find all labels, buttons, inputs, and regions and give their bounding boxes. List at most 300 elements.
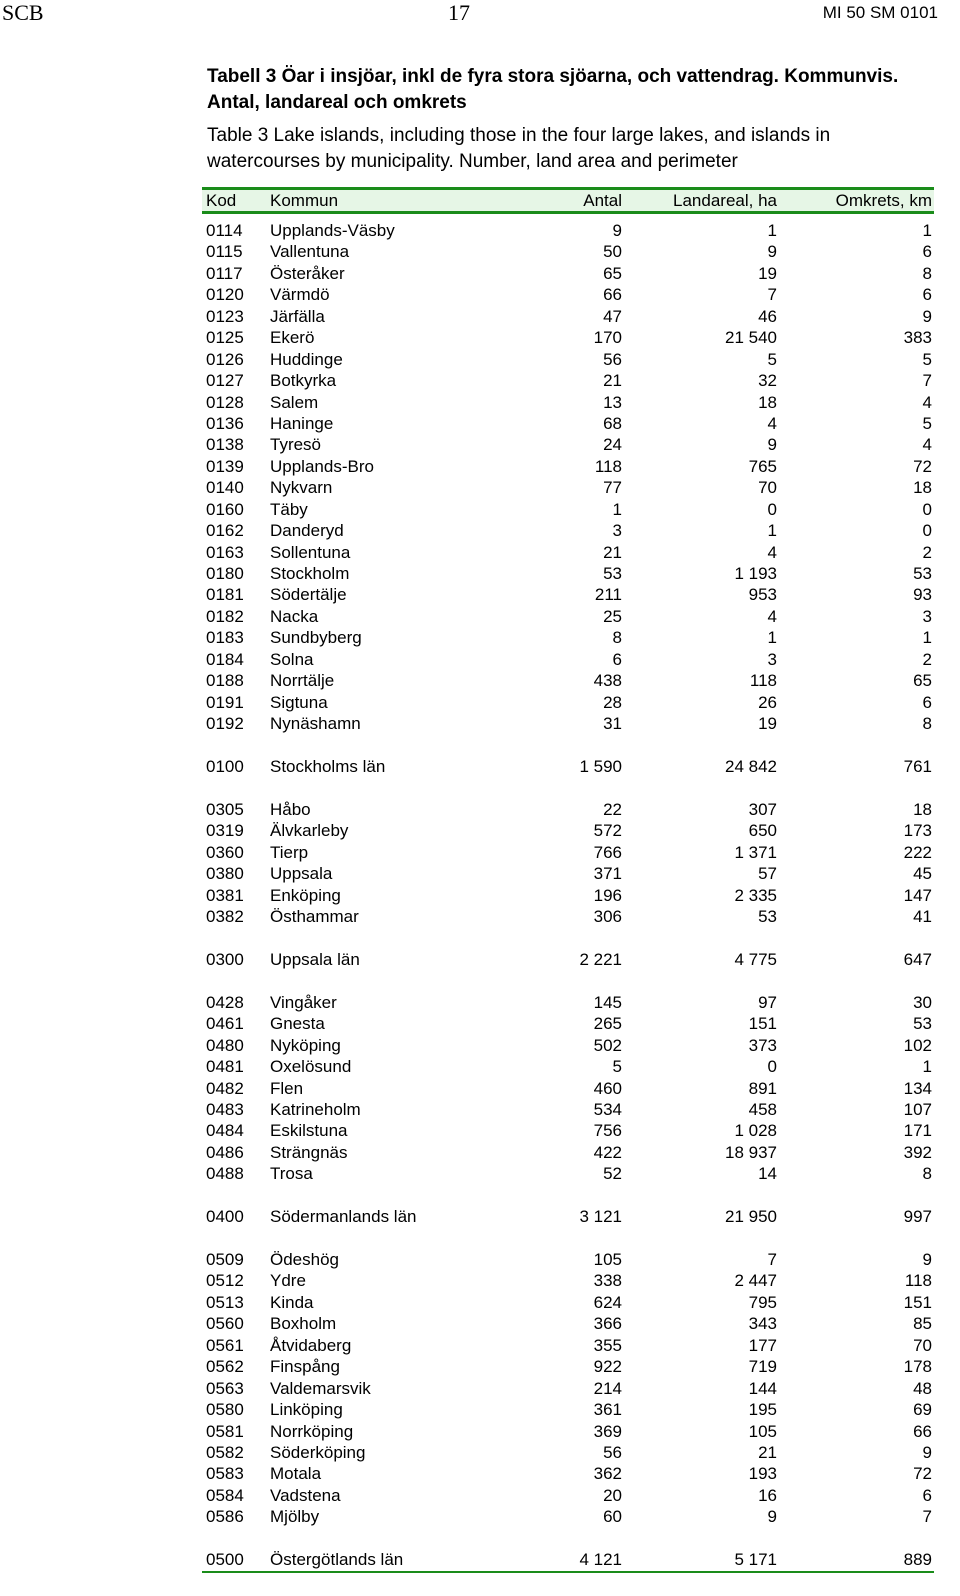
cell-antal: 1 590 bbox=[579, 756, 622, 776]
cell-landareal: 343 bbox=[748, 1314, 777, 1334]
table-row bbox=[202, 563, 934, 584]
row-spacer bbox=[202, 927, 934, 948]
header-antal: Antal bbox=[583, 191, 622, 210]
cell-kod: 0128 bbox=[206, 392, 244, 412]
cell-kommun: Strängnäs bbox=[270, 1142, 348, 1162]
cell-antal: 1 bbox=[612, 499, 622, 519]
cell-antal: 306 bbox=[593, 907, 622, 926]
cell-antal: 50 bbox=[603, 242, 622, 262]
cell-kod: 0509 bbox=[206, 1250, 244, 1269]
cell-kommun: Nyköping bbox=[270, 1035, 341, 1055]
cell-kommun: Järfälla bbox=[270, 306, 325, 326]
cell-kod: 0126 bbox=[206, 349, 244, 369]
cell-kod: 0191 bbox=[206, 692, 244, 712]
cell-omkrets: 173 bbox=[903, 821, 932, 841]
cell-antal: 362 bbox=[593, 1464, 622, 1484]
cell-landareal: 14 bbox=[758, 1164, 777, 1184]
cell-kod: 0181 bbox=[206, 585, 244, 605]
cell-landareal: 24 842 bbox=[725, 756, 777, 776]
cell-landareal: 97 bbox=[758, 992, 777, 1012]
cell-antal: 338 bbox=[593, 1271, 622, 1291]
cell-landareal: 719 bbox=[748, 1357, 777, 1377]
cell-kommun: Flen bbox=[270, 1078, 304, 1098]
cell-landareal: 4 bbox=[767, 606, 777, 626]
cell-landareal: 7 bbox=[767, 285, 777, 305]
cell-omkrets: 102 bbox=[903, 1035, 932, 1055]
cell-kod: 0512 bbox=[206, 1271, 244, 1291]
cell-antal: 460 bbox=[593, 1078, 622, 1098]
cell-omkrets: 72 bbox=[913, 1464, 932, 1484]
cell-kod: 0114 bbox=[206, 221, 243, 240]
table-row bbox=[202, 499, 934, 520]
cell-landareal: 458 bbox=[748, 1099, 777, 1119]
cell-kod: 0125 bbox=[206, 328, 244, 348]
cell-kommun: Nykvarn bbox=[270, 478, 333, 498]
cell-omkrets: 383 bbox=[903, 328, 932, 348]
cell-landareal: 7 bbox=[767, 1250, 777, 1269]
cell-omkrets: 1 bbox=[922, 628, 932, 648]
table-row bbox=[202, 370, 934, 391]
cell-omkrets: 761 bbox=[903, 756, 932, 776]
cell-landareal: 2 335 bbox=[734, 885, 777, 905]
cell-kommun: Åtvidaberg bbox=[270, 1335, 352, 1355]
cell-landareal: 195 bbox=[748, 1400, 777, 1420]
table-row bbox=[202, 756, 934, 777]
cell-kommun: Nynäshamn bbox=[270, 714, 361, 734]
cell-landareal: 5 bbox=[767, 349, 777, 369]
cell-landareal: 795 bbox=[748, 1292, 777, 1312]
cell-kommun: Motala bbox=[270, 1464, 322, 1484]
cell-antal: 371 bbox=[593, 864, 622, 884]
table-header bbox=[202, 187, 934, 214]
cell-antal: 22 bbox=[603, 799, 622, 819]
cell-kommun: Söderköping bbox=[270, 1442, 366, 1462]
table-row bbox=[202, 1078, 934, 1099]
table-row bbox=[202, 1399, 934, 1420]
table-row bbox=[202, 670, 934, 691]
cell-omkrets: 4 bbox=[922, 392, 932, 412]
cell-antal: 56 bbox=[603, 1442, 622, 1462]
cell-kod: 0188 bbox=[206, 671, 244, 691]
cell-kommun: Stockholms län bbox=[270, 756, 386, 776]
cell-omkrets: 1 bbox=[922, 221, 932, 240]
row-spacer bbox=[202, 777, 934, 798]
table-row bbox=[202, 1142, 934, 1163]
table-row bbox=[202, 349, 934, 370]
table-row bbox=[202, 477, 934, 498]
cell-kommun: Huddinge bbox=[270, 349, 343, 369]
table-title bbox=[207, 64, 947, 175]
row-spacer bbox=[202, 735, 934, 756]
cell-antal: 28 bbox=[603, 692, 622, 712]
table-row bbox=[202, 392, 934, 413]
cell-landareal: 4 bbox=[767, 542, 777, 562]
cell-kommun: Eskilstuna bbox=[270, 1121, 348, 1141]
cell-kod: 0563 bbox=[206, 1378, 244, 1398]
table-row bbox=[202, 606, 934, 627]
cell-antal: 2 221 bbox=[579, 949, 622, 969]
table-row bbox=[202, 1056, 934, 1077]
cell-kod: 0117 bbox=[206, 263, 243, 283]
cell-kod: 0584 bbox=[206, 1485, 244, 1505]
cell-omkrets: 9 bbox=[922, 1250, 932, 1269]
cell-landareal: 891 bbox=[748, 1078, 777, 1098]
cell-landareal: 21 950 bbox=[725, 1207, 777, 1227]
cell-antal: 60 bbox=[603, 1507, 622, 1527]
cell-antal: 77 bbox=[603, 478, 622, 498]
cell-landareal: 53 bbox=[758, 907, 777, 926]
cell-antal: 369 bbox=[593, 1421, 622, 1441]
cell-antal: 20 bbox=[603, 1485, 622, 1505]
cell-landareal: 16 bbox=[758, 1485, 777, 1505]
cell-antal: 118 bbox=[594, 456, 622, 476]
cell-landareal: 46 bbox=[758, 306, 777, 326]
table-row bbox=[202, 1421, 934, 1442]
cell-kommun: Mjölby bbox=[270, 1507, 320, 1527]
cell-kommun: Trosa bbox=[270, 1164, 313, 1184]
cell-kod: 0123 bbox=[206, 306, 244, 326]
table-row bbox=[202, 1013, 934, 1034]
cell-landareal: 1 371 bbox=[734, 842, 777, 862]
cell-kommun: Håbo bbox=[270, 799, 311, 819]
cell-landareal: 21 540 bbox=[725, 328, 777, 348]
cell-kod: 0480 bbox=[206, 1035, 244, 1055]
table-row bbox=[202, 713, 934, 734]
cell-kod: 0162 bbox=[206, 521, 244, 541]
cell-landareal: 144 bbox=[748, 1378, 777, 1398]
table-row bbox=[202, 542, 934, 563]
cell-kommun: Vallentuna bbox=[270, 242, 350, 262]
cell-landareal: 57 bbox=[758, 864, 777, 884]
cell-antal: 24 bbox=[603, 435, 622, 455]
cell-kod: 0561 bbox=[206, 1335, 244, 1355]
cell-kommun: Vadstena bbox=[270, 1485, 341, 1505]
cell-antal: 31 bbox=[603, 714, 622, 734]
table-row bbox=[202, 1485, 934, 1506]
cell-kommun: Upplands-Väsby bbox=[270, 221, 395, 240]
cell-kommun: Uppsala bbox=[270, 864, 333, 884]
table-row bbox=[202, 692, 934, 713]
cell-kommun: Uppsala län bbox=[270, 949, 360, 969]
cell-landareal: 19 bbox=[758, 263, 777, 283]
cell-omkrets: 889 bbox=[903, 1550, 932, 1570]
cell-kommun: Sundbyberg bbox=[270, 628, 362, 648]
cell-antal: 3 bbox=[612, 521, 622, 541]
cell-omkrets: 48 bbox=[913, 1378, 932, 1398]
table-row bbox=[202, 1506, 934, 1527]
cell-kommun: Täby bbox=[270, 499, 308, 519]
cell-antal: 145 bbox=[593, 992, 622, 1012]
cell-landareal: 0 bbox=[767, 499, 777, 519]
cell-omkrets: 41 bbox=[913, 907, 932, 926]
title-swedish: Tabell 3 Öar i insjöar, inkl de fyra stora sjöarna, och vattendrag. Kommunvis. Antal, landareal och omkrets bbox=[207, 66, 899, 113]
cell-kommun: Boxholm bbox=[270, 1314, 337, 1334]
table-row bbox=[202, 327, 934, 348]
cell-landareal: 650 bbox=[748, 821, 777, 841]
cell-kod: 0138 bbox=[206, 435, 244, 455]
cell-omkrets: 8 bbox=[922, 1164, 932, 1184]
table-row bbox=[202, 992, 934, 1013]
table-row bbox=[202, 413, 934, 434]
cell-landareal: 9 bbox=[767, 435, 777, 455]
cell-landareal: 373 bbox=[748, 1035, 777, 1055]
table-row bbox=[202, 1335, 934, 1356]
header-landareal: Landareal, ha bbox=[673, 191, 777, 210]
cell-kod: 0180 bbox=[206, 564, 244, 583]
cell-antal: 624 bbox=[593, 1292, 622, 1312]
cell-omkrets: 18 bbox=[913, 478, 932, 498]
cell-omkrets: 0 bbox=[922, 499, 932, 519]
cell-omkrets: 6 bbox=[922, 692, 932, 712]
cell-antal: 3 121 bbox=[579, 1207, 622, 1227]
cell-landareal: 3 bbox=[767, 649, 777, 669]
cell-omkrets: 5 bbox=[922, 349, 932, 369]
row-spacer bbox=[202, 970, 934, 991]
cell-kommun: Värmdö bbox=[270, 285, 330, 305]
cell-antal: 21 bbox=[603, 371, 622, 391]
cell-kommun: Norrköping bbox=[270, 1421, 354, 1441]
header-kod: Kod bbox=[206, 191, 237, 210]
cell-landareal: 32 bbox=[758, 371, 777, 391]
cell-landareal: 2 447 bbox=[734, 1271, 777, 1291]
table-row bbox=[202, 584, 934, 605]
cell-landareal: 4 775 bbox=[734, 949, 777, 969]
table-row bbox=[202, 456, 934, 477]
table-row bbox=[202, 1035, 934, 1056]
cell-kod: 0481 bbox=[206, 1057, 244, 1077]
cell-omkrets: 9 bbox=[922, 1442, 932, 1462]
cell-kommun: Finspång bbox=[270, 1357, 340, 1377]
cell-kommun: Södermanlands län bbox=[270, 1207, 417, 1227]
cell-kod: 0360 bbox=[206, 842, 244, 862]
cell-landareal: 4 bbox=[767, 413, 777, 433]
table-row bbox=[202, 1356, 934, 1377]
table-row bbox=[202, 241, 934, 262]
cell-omkrets: 65 bbox=[913, 671, 932, 691]
table-row bbox=[202, 885, 934, 906]
table-row bbox=[202, 520, 934, 541]
cell-kommun: Solna bbox=[270, 649, 314, 669]
table-row bbox=[202, 284, 934, 305]
cell-kod: 0586 bbox=[206, 1507, 244, 1527]
table-row bbox=[202, 220, 934, 241]
table-row bbox=[202, 1120, 934, 1141]
table-row bbox=[202, 1249, 934, 1270]
cell-omkrets: 6 bbox=[922, 1485, 932, 1505]
table-row bbox=[202, 1378, 934, 1399]
cell-omkrets: 70 bbox=[913, 1335, 932, 1355]
cell-landareal: 21 bbox=[758, 1442, 777, 1462]
page-header bbox=[0, 0, 960, 24]
cell-antal: 438 bbox=[593, 671, 622, 691]
cell-omkrets: 53 bbox=[913, 564, 932, 583]
cell-omkrets: 45 bbox=[913, 864, 932, 884]
cell-kommun: Ekerö bbox=[270, 328, 315, 348]
cell-kommun: Danderyd bbox=[270, 521, 344, 541]
table-row bbox=[202, 627, 934, 648]
cell-kommun: Norrtälje bbox=[270, 671, 335, 691]
cell-omkrets: 4 bbox=[922, 435, 932, 455]
cell-kod: 0484 bbox=[206, 1121, 244, 1141]
cell-omkrets: 7 bbox=[922, 371, 932, 391]
publisher-label: SCB bbox=[2, 0, 44, 25]
page-number: 17 bbox=[448, 0, 470, 25]
cell-omkrets: 0 bbox=[922, 521, 932, 541]
table-row bbox=[202, 1463, 934, 1484]
cell-kommun: Östergötlands län bbox=[270, 1550, 404, 1570]
row-spacer bbox=[202, 1185, 934, 1206]
cell-kod: 0380 bbox=[206, 864, 244, 884]
cell-kod: 0483 bbox=[206, 1099, 244, 1119]
table-row bbox=[202, 1313, 934, 1334]
cell-landareal: 151 bbox=[748, 1014, 777, 1034]
cell-kod: 0583 bbox=[206, 1464, 244, 1484]
table-body bbox=[202, 220, 934, 1573]
cell-omkrets: 3 bbox=[922, 606, 932, 626]
cell-kod: 0136 bbox=[206, 413, 244, 433]
cell-kod: 0182 bbox=[206, 606, 244, 626]
table-row bbox=[202, 842, 934, 863]
cell-antal: 361 bbox=[593, 1400, 622, 1420]
cell-kommun: Ödeshög bbox=[270, 1250, 339, 1269]
cell-antal: 21 bbox=[603, 542, 622, 562]
cell-antal: 534 bbox=[593, 1099, 622, 1119]
cell-kod: 0183 bbox=[206, 628, 244, 648]
table-row bbox=[202, 306, 934, 327]
cell-kommun: Linköping bbox=[270, 1400, 343, 1420]
table-row bbox=[202, 820, 934, 841]
cell-landareal: 18 bbox=[758, 392, 777, 412]
cell-antal: 8 bbox=[612, 628, 622, 648]
row-spacer bbox=[202, 1528, 934, 1549]
cell-omkrets: 134 bbox=[903, 1078, 932, 1098]
cell-antal: 214 bbox=[593, 1378, 622, 1398]
table-row bbox=[202, 949, 934, 970]
cell-kommun: Haninge bbox=[270, 413, 334, 433]
table-row bbox=[202, 1292, 934, 1313]
cell-kod: 0305 bbox=[206, 799, 244, 819]
cell-kommun: Ydre bbox=[270, 1271, 306, 1291]
cell-antal: 366 bbox=[593, 1314, 622, 1334]
cell-omkrets: 147 bbox=[903, 885, 932, 905]
cell-kod: 0428 bbox=[206, 992, 244, 1012]
cell-kod: 0382 bbox=[206, 907, 244, 926]
cell-kod: 0184 bbox=[206, 649, 244, 669]
cell-antal: 211 bbox=[594, 585, 622, 605]
table-row bbox=[202, 906, 934, 927]
cell-kod: 0139 bbox=[206, 456, 244, 476]
cell-omkrets: 6 bbox=[922, 242, 932, 262]
cell-antal: 355 bbox=[593, 1335, 622, 1355]
cell-landareal: 105 bbox=[748, 1421, 777, 1441]
cell-omkrets: 72 bbox=[913, 456, 932, 476]
cell-kod: 0100 bbox=[206, 756, 244, 776]
cell-kommun: Kinda bbox=[270, 1292, 314, 1312]
cell-landareal: 1 bbox=[767, 628, 777, 648]
cell-omkrets: 2 bbox=[922, 542, 932, 562]
cell-kommun: Upplands-Bro bbox=[270, 456, 374, 476]
cell-landareal: 70 bbox=[758, 478, 777, 498]
cell-omkrets: 107 bbox=[903, 1099, 932, 1119]
cell-landareal: 307 bbox=[748, 799, 777, 819]
title-english: Table 3 Lake islands, including those in the four large lakes, and islands in watercourses by municipality. Number, land area and perimeter bbox=[207, 125, 831, 172]
table-row bbox=[202, 863, 934, 884]
cell-omkrets: 8 bbox=[922, 714, 932, 734]
cell-antal: 56 bbox=[603, 349, 622, 369]
cell-kod: 0486 bbox=[206, 1142, 244, 1162]
cell-landareal: 18 937 bbox=[725, 1142, 777, 1162]
cell-omkrets: 997 bbox=[903, 1207, 932, 1227]
cell-kommun: Stockholm bbox=[270, 564, 350, 583]
header-omkrets: Omkrets, km bbox=[835, 191, 932, 210]
cell-kommun: Katrineholm bbox=[270, 1099, 361, 1119]
cell-landareal: 1 028 bbox=[734, 1121, 777, 1141]
cell-antal: 105 bbox=[593, 1250, 622, 1269]
cell-kod: 0300 bbox=[206, 949, 244, 969]
cell-omkrets: 30 bbox=[913, 992, 932, 1012]
cell-omkrets: 85 bbox=[913, 1314, 932, 1334]
cell-kod: 0127 bbox=[206, 371, 244, 391]
cell-landareal: 1 bbox=[767, 521, 777, 541]
cell-kommun: Södertälje bbox=[270, 585, 347, 605]
cell-omkrets: 5 bbox=[922, 413, 932, 433]
cell-omkrets: 2 bbox=[922, 649, 932, 669]
cell-omkrets: 222 bbox=[903, 842, 932, 862]
cell-antal: 66 bbox=[603, 285, 622, 305]
cell-antal: 4 121 bbox=[579, 1550, 622, 1570]
data-table bbox=[202, 187, 934, 1573]
cell-landareal: 953 bbox=[748, 585, 777, 605]
cell-antal: 13 bbox=[603, 392, 622, 412]
cell-antal: 53 bbox=[603, 564, 622, 583]
cell-antal: 5 bbox=[612, 1057, 622, 1077]
cell-antal: 68 bbox=[603, 413, 622, 433]
cell-kod: 0560 bbox=[206, 1314, 244, 1334]
cell-landareal: 26 bbox=[758, 692, 777, 712]
cell-omkrets: 171 bbox=[903, 1121, 932, 1141]
cell-omkrets: 69 bbox=[913, 1400, 932, 1420]
cell-omkrets: 392 bbox=[903, 1142, 932, 1162]
cell-kod: 0562 bbox=[206, 1357, 244, 1377]
cell-omkrets: 7 bbox=[922, 1507, 932, 1527]
cell-antal: 265 bbox=[593, 1014, 622, 1034]
report-code: MI 50 SM 0101 bbox=[822, 3, 938, 22]
cell-antal: 9 bbox=[612, 221, 622, 240]
cell-antal: 766 bbox=[593, 842, 622, 862]
cell-landareal: 177 bbox=[748, 1335, 777, 1355]
cell-landareal: 1 193 bbox=[734, 564, 777, 583]
cell-kommun: Tyresö bbox=[270, 435, 322, 455]
cell-kommun: Vingåker bbox=[270, 992, 337, 1012]
cell-kommun: Salem bbox=[270, 392, 319, 412]
cell-antal: 196 bbox=[593, 885, 622, 905]
cell-kod: 0319 bbox=[206, 821, 244, 841]
cell-antal: 25 bbox=[603, 606, 622, 626]
table-row bbox=[202, 1549, 934, 1572]
cell-landareal: 193 bbox=[748, 1464, 777, 1484]
cell-omkrets: 66 bbox=[913, 1421, 932, 1441]
cell-omkrets: 18 bbox=[913, 799, 932, 819]
table-row bbox=[202, 649, 934, 670]
cell-kod: 0381 bbox=[206, 885, 244, 905]
table-row bbox=[202, 1270, 934, 1291]
cell-kommun: Älvkarleby bbox=[270, 821, 349, 841]
cell-kod: 0115 bbox=[206, 242, 243, 262]
cell-kommun: Östhammar bbox=[270, 907, 359, 926]
cell-antal: 756 bbox=[593, 1121, 622, 1141]
cell-kod: 0192 bbox=[206, 714, 244, 734]
cell-landareal: 9 bbox=[767, 242, 777, 262]
